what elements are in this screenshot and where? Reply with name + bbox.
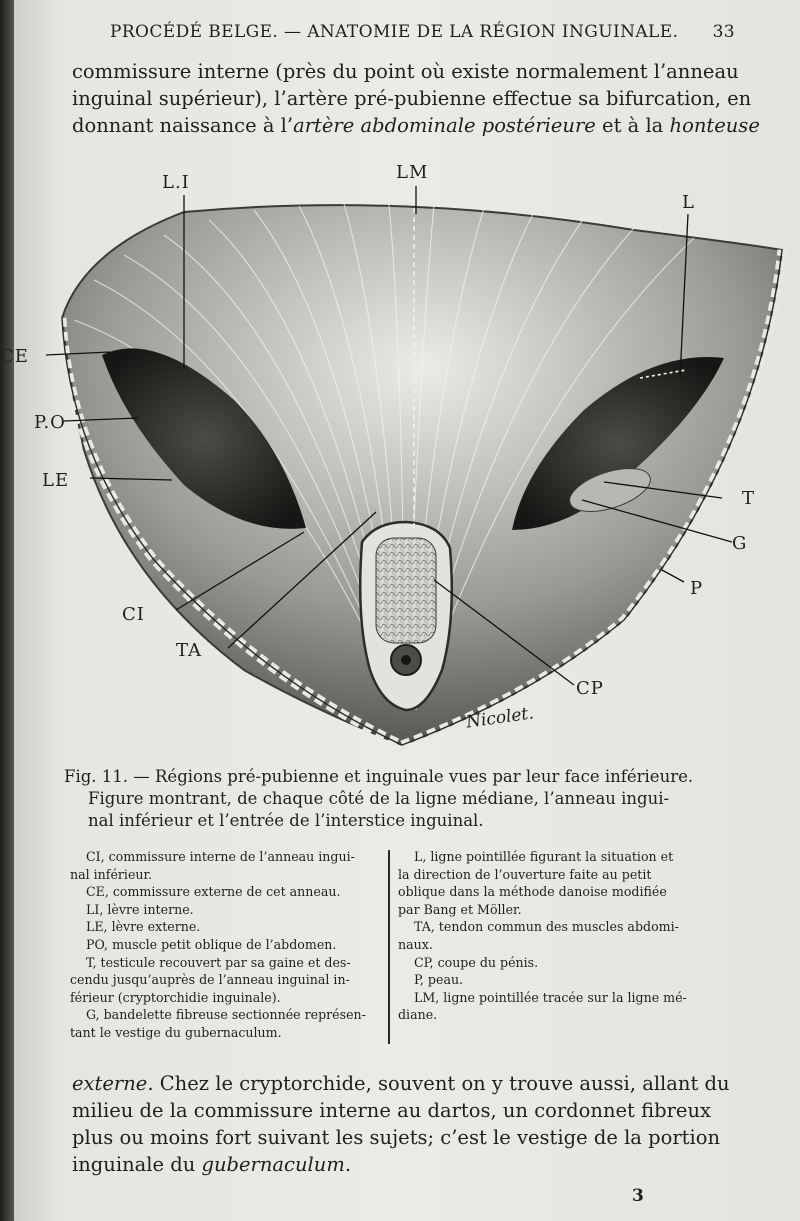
legend-entry: LE, lèvre externe. xyxy=(86,919,201,935)
legend-entry: G, bandelette fibreuse sectionnée représen- tant le vestige du gubernaculum. xyxy=(70,1007,366,1040)
legend-entry: LM, ligne pointillée tracée sur la ligne mé- diane. xyxy=(398,989,687,1023)
legend-entry: T, testicule recouvert par sa gaine et des- cendu jusqu’auprès de l’anneau inguinal in- férieur (cryptorchidie inguinale). xyxy=(70,954,351,1005)
label-TA: TA xyxy=(176,640,203,661)
text-line: donnant naissance à l’artère abdominale postérieure et à la honteuse xyxy=(72,114,760,137)
anatomical-figure xyxy=(0,150,800,765)
legend-entry: CE, commissure externe de cet anneau. xyxy=(86,884,341,900)
running-head-title: PROCÉDÉ BELGE. — ANATOMIE DE LA RÉGION INGUINALE. xyxy=(110,22,679,42)
paragraph-top xyxy=(72,58,760,139)
label-LM: LM xyxy=(396,162,429,183)
legend-entry: P, peau. xyxy=(414,972,464,988)
paragraph-bottom xyxy=(72,1070,740,1178)
text-line: milieu de la commissure interne au dartos, un cordonnet fibreux xyxy=(72,1099,711,1122)
label-P: P xyxy=(690,578,704,599)
figure-illustration xyxy=(14,150,800,765)
legend-right-column xyxy=(398,848,728,1024)
legend-entry: L, ligne pointillée figurant la situation et la direction de l’ouverture faite au petit oblique dans la méthode danoise modifiée par Bang et Möller. xyxy=(398,849,674,917)
label-PO: P.O xyxy=(34,412,66,433)
text-line: inguinal supérieur), l’artère pré-pubienne effectue sa bifurcation, en xyxy=(72,87,752,110)
label-G: G xyxy=(732,533,748,554)
label-CE: CE xyxy=(0,346,29,367)
legend-entry: CP, coupe du pénis. xyxy=(414,954,539,970)
text-line: inguinale du gubernaculum. xyxy=(72,1153,352,1176)
legend-left-column xyxy=(70,848,395,1042)
label-L: L xyxy=(682,192,695,213)
text-line: externe. Chez le cryptorchide, souvent on y trouve aussi, allant du xyxy=(72,1072,730,1095)
book-gutter-shadow xyxy=(0,0,14,1221)
legend-entry: CI, commissure interne de l’anneau ingui- nal inférieur. xyxy=(70,849,355,882)
legend-entry: PO, muscle petit oblique de l’abdomen. xyxy=(86,936,337,952)
caption-line: nal inférieur et l’entrée de l’interstice inguinal. xyxy=(88,811,484,830)
label-CP: CP xyxy=(576,678,604,699)
legend-entry: TA, tendon commun des muscles abdomi- naux. xyxy=(398,919,679,952)
label-CI: CI xyxy=(122,604,145,625)
legend-entry: LI, lèvre interne. xyxy=(86,901,194,917)
label-T: T xyxy=(742,488,756,509)
caption-line: Fig. 11. — Régions pré-pubienne et inguinale vues par leur face inférieure. xyxy=(64,767,694,786)
label-LE: LE xyxy=(42,470,70,491)
running-head-page-number: 33 xyxy=(712,22,735,42)
label-LI: L.I xyxy=(162,172,190,193)
signature-mark: 3 xyxy=(632,1186,644,1206)
text-line: plus ou moins fort suivant les sujets; c’est le vestige de la portion xyxy=(72,1126,721,1149)
figure-caption xyxy=(64,766,744,832)
engraver-signature: Nicolet. xyxy=(464,703,535,733)
legend-divider xyxy=(388,850,390,1044)
text-line: commissure interne (près du point où existe normalement l’anneau xyxy=(72,60,739,83)
caption-line: Figure montrant, de chaque côté de la ligne médiane, l’anneau ingui- xyxy=(88,789,670,808)
